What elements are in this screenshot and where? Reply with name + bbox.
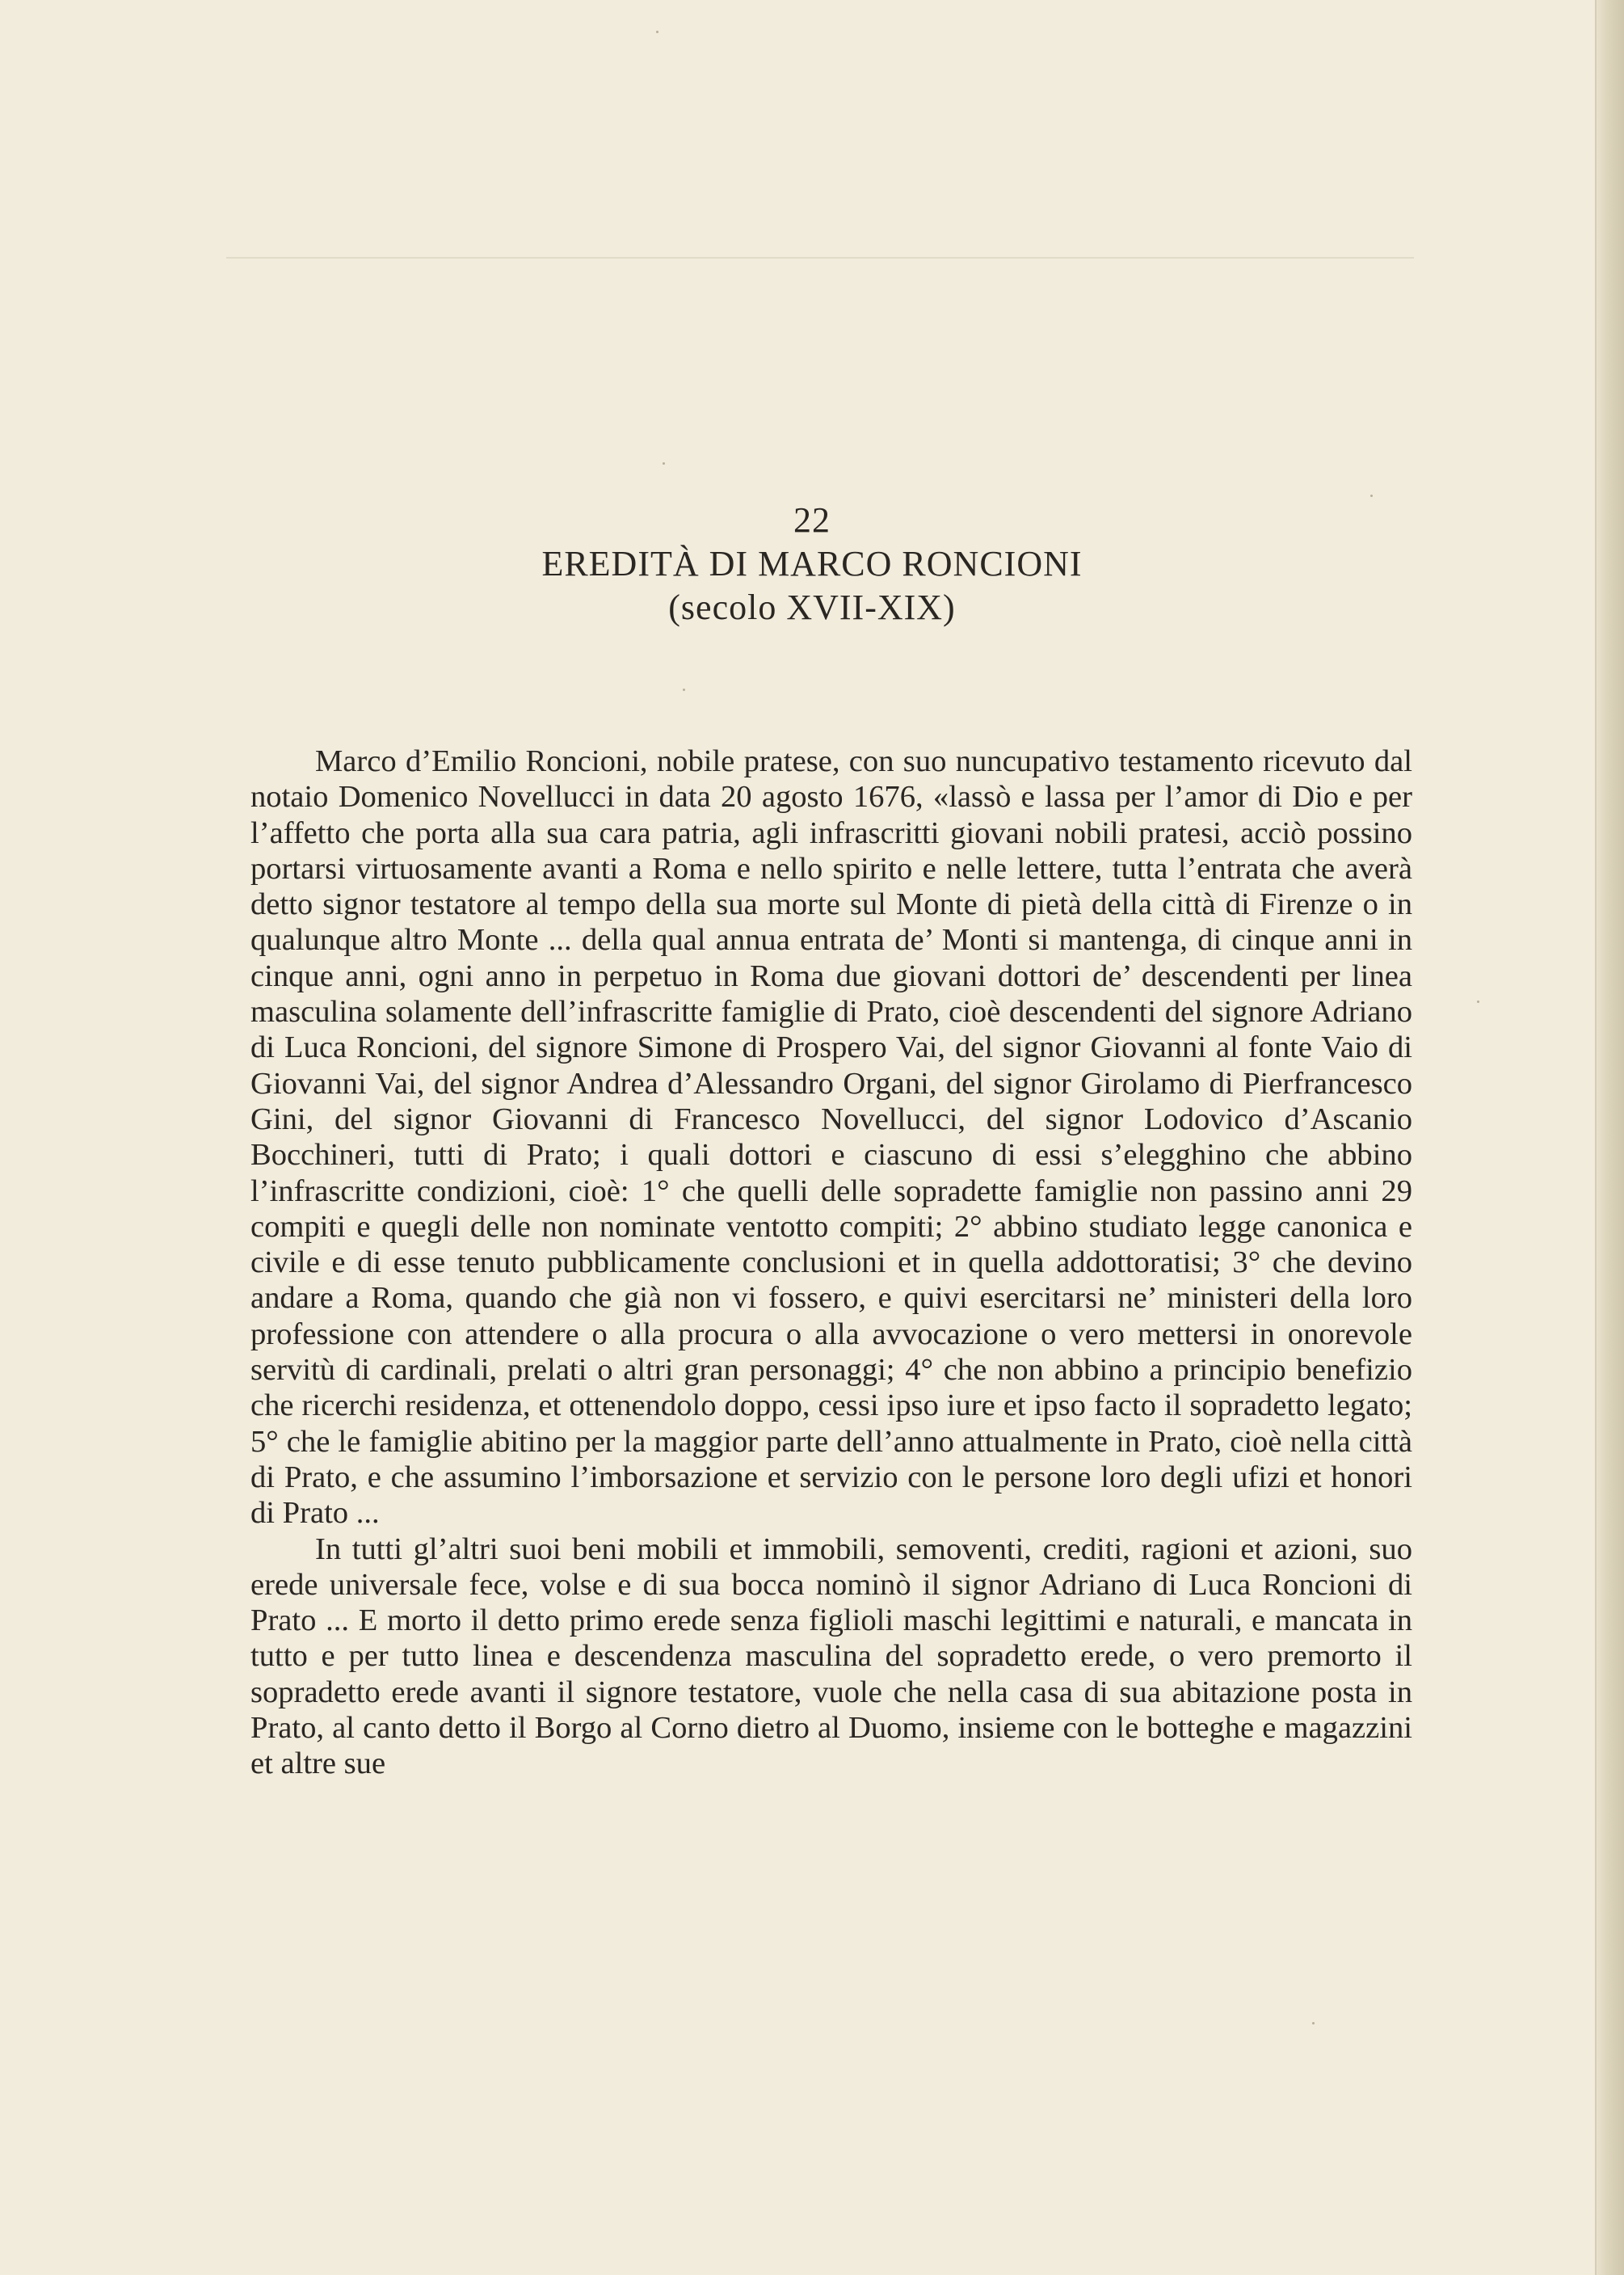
paper-speck (663, 462, 665, 465)
page-edge (1597, 0, 1624, 2275)
paper-speck (683, 689, 685, 691)
body-text (250, 744, 1412, 1782)
paper-speck (1370, 495, 1373, 497)
page-edge-shadow (1595, 0, 1597, 2275)
paragraph-2: In tutti gl’altri suoi beni mobili et immobili, semoventi, crediti, ragioni et azioni, suo erede universale fece, volse e di sua bocca nominò il signor Adriano di Luca Roncioni di Prato ... E morto il detto primo erede senza figlioli maschi legittimi e naturali, e mancata in tutto e per tutto linea e descendenza masculina del sopradetto erede, o vero premorto il sopradetto erede avanti il signore testatore, vuole che nella casa di sua abitazione posta in Prato, al canto detto il Borgo al Corno dietro al Duomo, insieme con le botteghe e magazzini et altre sue (250, 1531, 1412, 1781)
paper-speck (1477, 1001, 1479, 1003)
paragraph-1: Marco d’Emilio Roncioni, nobile pratese, con suo nuncupativo testamento ricevuto dal notaio Domenico Novellucci in data 20 agosto 1676, «lassò e lassa per l’amor di Dio e per l’affetto che porta alla sua cara patria, agli infrascritti giovani nobili pratesi, acciò possino portarsi virtuosamente avanti a Roma e nello spirito e nelle lettere, tutta l’entrata che averà detto signor testatore al tempo della sua morte sul Monte di pietà della città di Firenze o in qualunque altro Monte ... della qual annua entrata de’ Monti si mantenga, di cinque anni in cinque anni, ogni anno in perpetuo in Roma due giovani dottori de’ descendenti per linea masculina solamente dell’infrascritte famiglie di Prato, cioè descendenti del signore Adriano di Luca Roncioni, del signore Simone di Prospero Vai, del signor Giovanni al fonte Vaio di Giovanni Vai, del signor Andrea d’Alessandro Organi, del signor Girolamo di Pierfrancesco Gini, del signor Giovanni di Francesco Novellucci, del signor Lodovico d’Ascanio Bocchineri, tutti di Prato; i quali dottori e ciascuno di essi s’elegghino che abbino l’infrascritte condizioni, cioè: 1° che quelli delle sopradette famiglie non passino anni 29 compiti e quegli delle non nominate ventotto compiti; 2° abbino studiato legge canonica e civile e di esse tenuto pubblicamente conclusioni et in quella addottoratisi; 3° che devino andare a Roma, quando che già non vi fossero, e quivi esercitarsi ne’ ministeri della loro professione con attendere o alla procura o alla avvocazione o vero mettersi in onorevole servitù di cardinali, prelati o altri gran personaggi; 4° che non abbino a principio benefizio che ricerchi residenza, et ottenendolo doppo, cessi ipso iure et ipso facto il sopradetto legato; 5° che le famiglie abitino per la maggior parte dell’anno attualmente in Prato, cioè nella città di Prato, e che assumino l’imborsazione et servizio con le persone loro degli ufizi et honori di Prato ... (250, 744, 1412, 1531)
chapter-number: 22 (793, 500, 831, 540)
chapter-title: EREDITÀ DI MARCO RONCIONI (541, 544, 1083, 583)
paper-speck (656, 31, 658, 33)
paper-speck (1312, 2022, 1315, 2024)
show-through-rule (226, 257, 1414, 259)
chapter-subtitle: (secolo XVII-XIX) (668, 588, 956, 627)
